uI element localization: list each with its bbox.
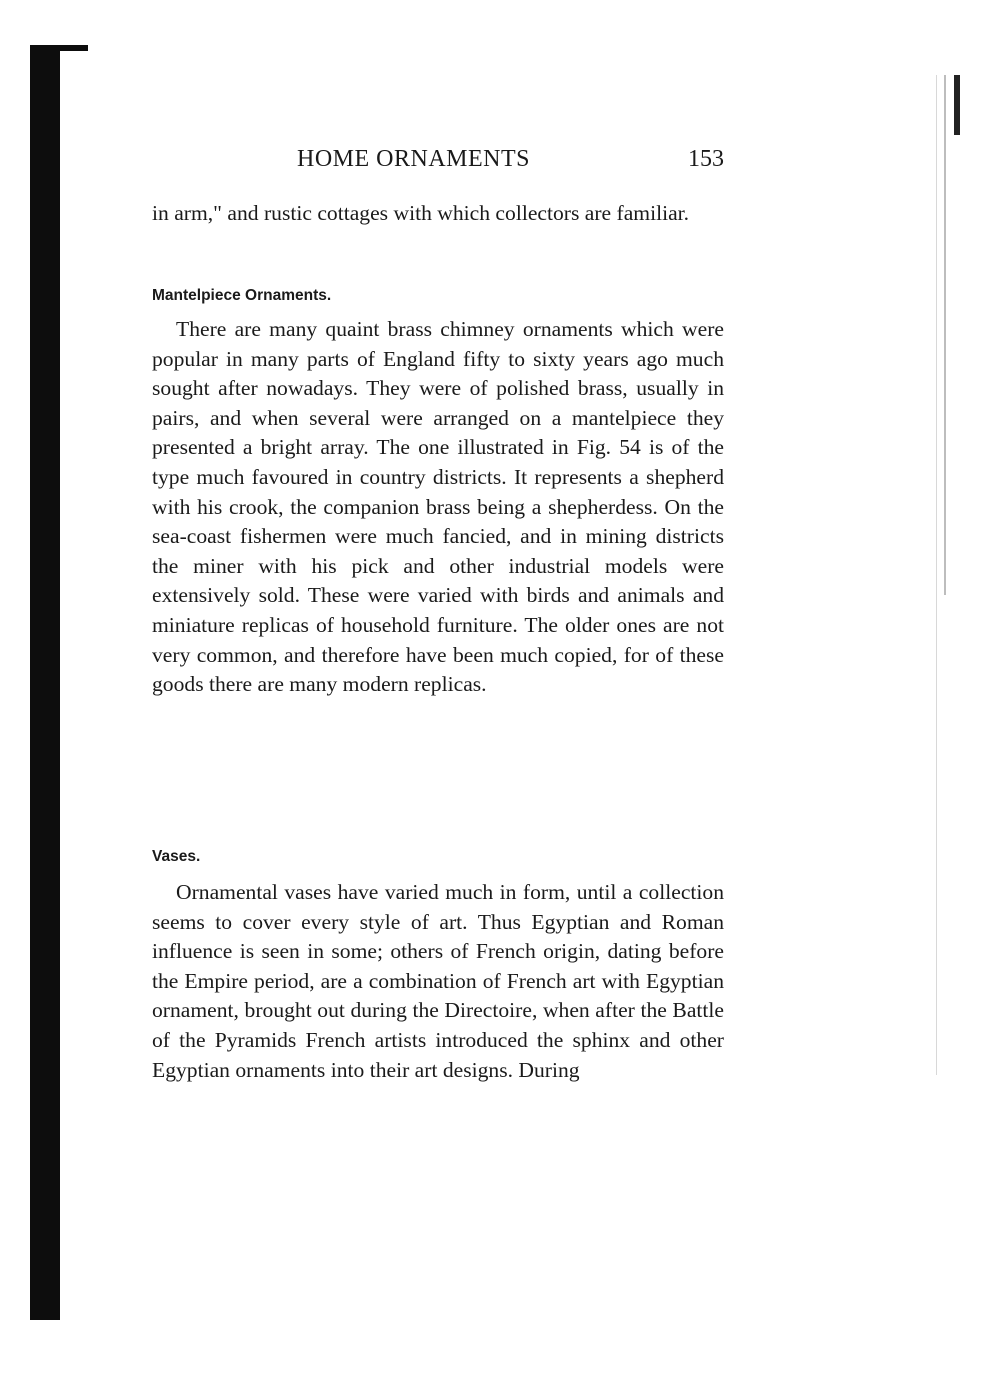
paragraph-mantelpiece: There are many quaint brass chimney ornaments which were popular in many parts of England fifty to sixty years ago much sought after nowadays. They were of polished brass, usually in pairs, and when several were arranged on a mantelpiece they presented a bright array. The one illustrated in Fig. 54 is of the type much favoured in country districts. It represents a shepherd with his crook, the companion brass being a shepherdess. On the sea-coast fishermen were much fancied, and in mining districts the miner with his pick and other industrial models were extensively sold. These were varied with birds and animals and miniature replicas of household furniture. The older ones are not very common, and therefore have been much copied, for of these goods there are many modern replicas. (152, 317, 724, 697)
scan-left-edge (30, 45, 60, 1320)
continued-paragraph: in arm," and rustic cottages with which collectors are familiar. (152, 201, 690, 225)
scan-right-edge-mark (954, 75, 960, 135)
paragraph-vases: Ornamental vases have varied much in form, until a collection seems to cover every style of art. Thus Egyptian and Roman influence is seen in some; others of French origin, dating before the Empire period, are a combination of French art with Egyptian ornament, brought out during the Directoire, when after the Battle of the Pyramids French artists introduced the sphinx and other Egyptian ornaments into their art designs. During (152, 880, 724, 1082)
page-number: 153 (688, 146, 724, 172)
section-heading-vases: Vases. (152, 848, 201, 865)
scan-right-edge-line (944, 75, 946, 595)
section-heading-mantelpiece: Mantelpiece Ornaments. (152, 287, 332, 304)
scan-left-edge-top (30, 45, 88, 51)
scan-right-edge-faint (936, 75, 937, 1075)
page-header (152, 146, 724, 180)
running-title: HOME ORNAMENTS (297, 146, 531, 172)
